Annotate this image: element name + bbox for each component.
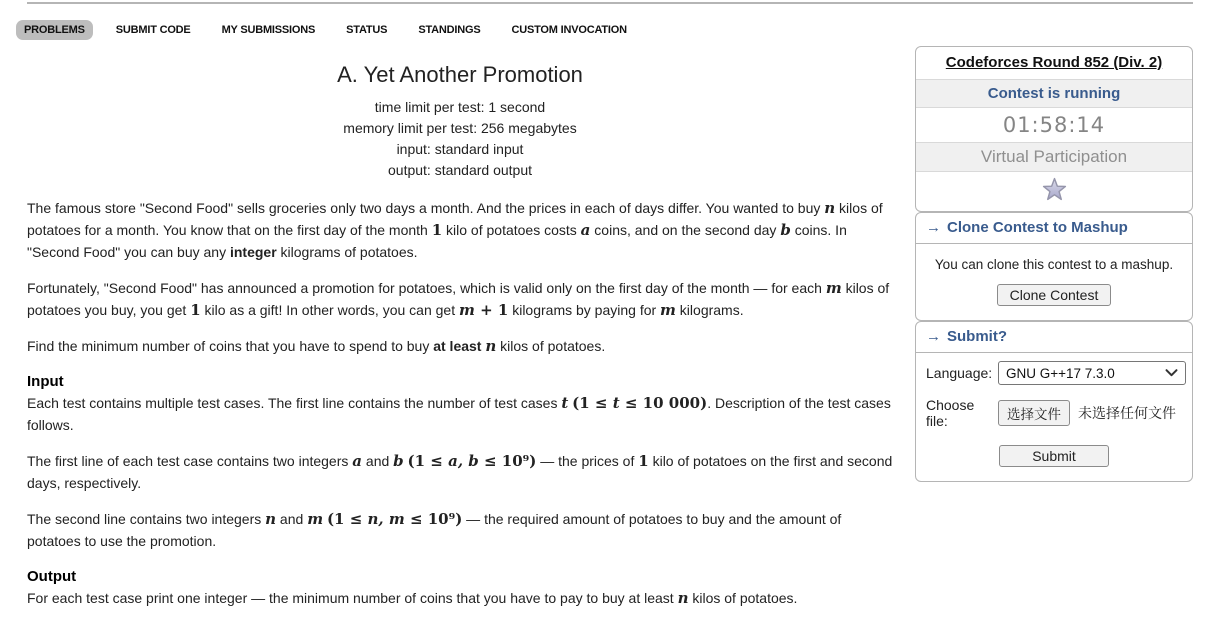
arrow-icon: →	[926, 219, 941, 236]
problem-paragraph: Each test contains multiple test cases. The first line contains the number of test cases t (1 ≤ t ≤ 10 000). Description of the test cases follows.	[27, 394, 891, 433]
contest-timer: 01:58:14	[916, 107, 1192, 142]
problem-paragraph: For each test case print one integer — the minimum number of coins that you have to pay to buy at least n kilos of potatoes.	[27, 589, 798, 607]
submit-header	[916, 322, 1192, 353]
file-picker-button[interactable]: 选择文件	[998, 400, 1070, 426]
language-selected-value: GNU G++17 7.3.0	[1006, 365, 1115, 381]
sidebar	[915, 46, 1193, 482]
problem-paragraph: Find the minimum number of coins that you have to spend to buy at least n kilos of potatoes.	[27, 337, 606, 355]
contest-status: Contest is running	[916, 79, 1192, 107]
clone-description: You can clone this contest to a mashup.	[934, 257, 1174, 272]
favorite-row	[916, 171, 1192, 211]
input-spec: input: standard input	[396, 141, 524, 157]
problem-paragraph: The first line of each test case contains two integers a and b (1 ≤ a, b ≤ 10⁹) — the prices of 1 kilo of potatoes on the first and second days, respectively.	[27, 452, 893, 491]
problem-paragraph: The famous store "Second Food" sells groceries only two days a month. And the prices in each of days differ. You wanted to buy n kilos of potatoes for a month. You know that on the first day of the month 1 kilo of potatoes costs a coins, and on the second day b coins. In "Second Food" you can buy any integer kilograms of potatoes.	[27, 199, 883, 260]
output-section-heading: Output	[27, 568, 77, 585]
contest-tab-bar	[16, 20, 635, 40]
submit-link[interactable]: Submit?	[947, 328, 1007, 345]
clone-contest-button[interactable]: Clone Contest	[997, 284, 1112, 306]
problem-paragraph: Fortunately, "Second Food" has announced a promotion for potatoes, which is valid only on the first day of the month — for each m kilos of potatoes you buy, you get 1 kilo as a gift! In other words, you can get m + 1 kilograms by paying for m kilograms.	[27, 279, 890, 319]
problem-statement	[27, 62, 893, 623]
contest-title-row	[916, 47, 1192, 79]
clone-mashup-header	[916, 213, 1192, 244]
chevron-down-icon	[1165, 369, 1178, 377]
tab-submit-code[interactable]: SUBMIT CODE	[115, 24, 191, 36]
top-divider	[27, 2, 1193, 4]
clone-mashup-box	[915, 212, 1193, 321]
tab-status[interactable]: STATUS	[346, 24, 388, 36]
contest-title-link[interactable]: Codeforces Round 852 (Div. 2)	[945, 54, 1163, 71]
tab-problems[interactable]: PROBLEMS	[16, 20, 93, 40]
tab-standings[interactable]: STANDINGS	[418, 24, 481, 36]
file-status-text: 未选择任何文件	[1078, 405, 1176, 421]
tab-my-submissions[interactable]: MY SUBMISSIONS	[221, 24, 316, 36]
virtual-participation-link[interactable]: Virtual Participation	[980, 147, 1128, 166]
star-icon[interactable]	[1041, 177, 1068, 202]
arrow-icon: →	[926, 328, 941, 345]
language-select[interactable]	[998, 361, 1186, 385]
problem-paragraph: The second line contains two integers n and m (1 ≤ n, m ≤ 10⁹) — the required amount of potatoes to buy and the amount of potatoes to use the promotion.	[27, 510, 842, 549]
contest-status-box	[915, 46, 1193, 212]
choose-file-label: Choose file:	[926, 397, 975, 429]
time-limit: time limit per test: 1 second	[374, 99, 546, 115]
problem-limits	[27, 97, 893, 181]
virtual-participation-row	[916, 142, 1192, 171]
problem-title: A. Yet Another Promotion	[337, 62, 583, 87]
clone-mashup-link[interactable]: Clone Contest to Mashup	[947, 219, 1128, 236]
tab-custom-invocation[interactable]: CUSTOM INVOCATION	[511, 24, 627, 36]
language-label: Language:	[926, 365, 993, 381]
output-spec: output: standard output	[388, 162, 532, 178]
memory-limit: memory limit per test: 256 megabytes	[343, 120, 577, 136]
submit-button[interactable]: Submit	[999, 445, 1109, 467]
input-section-heading: Input	[27, 373, 64, 390]
submit-box	[915, 321, 1193, 482]
